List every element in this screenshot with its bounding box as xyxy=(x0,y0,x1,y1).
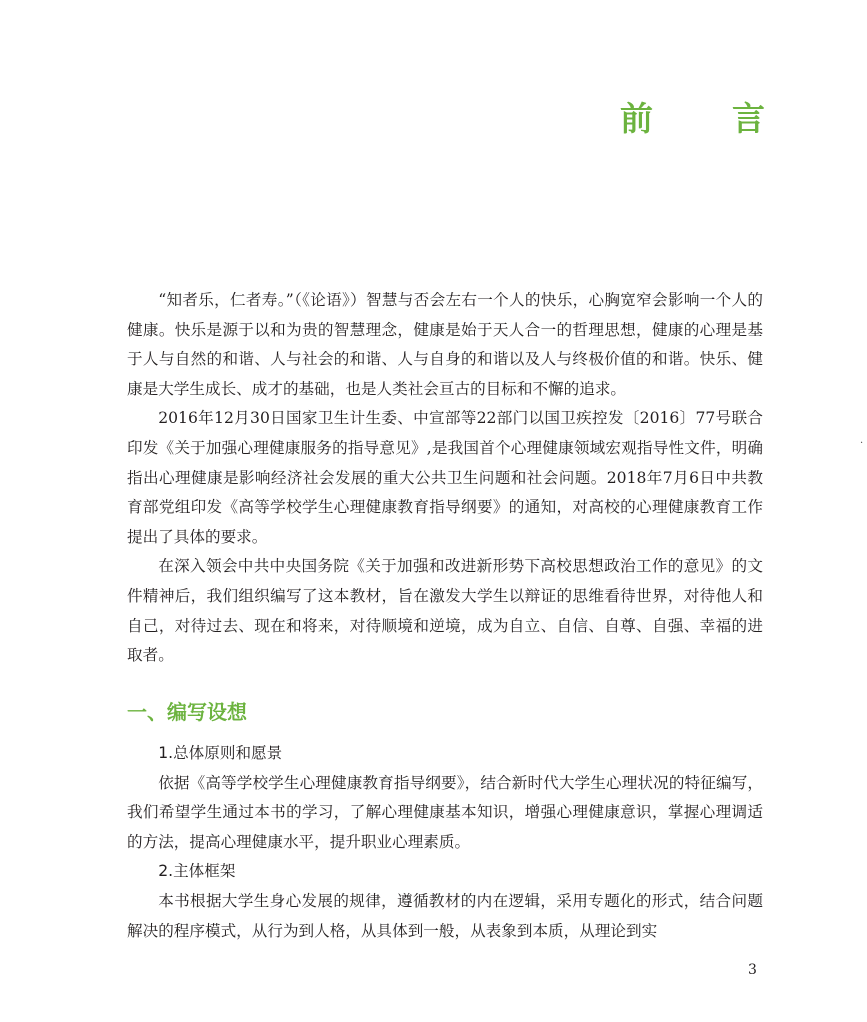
section-heading: 一、编写设想 xyxy=(127,700,247,724)
title-char-2: 言 xyxy=(732,98,765,138)
margin-mark: · xyxy=(860,438,864,449)
intro-paragraph-1: “知者乐，仁者寿。”（《论语》）智慧与否会左右一个人的快乐，心胸宽窄会影响一个人的健康。快乐是源于以和为贵的智慧理念，健康是始于天人合一的哲理思想，健康的心理是基于人与自然的和谐、人与社会的和谐、人与自身的和谐以及人与终极价值的和谐。快乐、健康是大学生成长、成才的基础，也是人类社会亘古的目标和不懈的追求。 xyxy=(127,291,763,398)
subheading-1: 1.总体原则和愿景 xyxy=(158,744,283,762)
section-paragraph-2: 本书根据大学生身心发展的规律，遵循教材的内在逻辑，采用专题化的形式，结合问题解决的程序模式，从行为到人格，从具体到一般，从表象到本质，从理论到实 xyxy=(127,891,763,940)
title-char-1: 前 xyxy=(620,98,653,138)
section-paragraph-1: 依据《高等学校学生心理健康教育指导纲要》，结合新时代大学生心理状况的特征编写，我们希望学生通过本书的学习，了解心理健康基本知识，增强心理健康意识，掌握心理调适的方法，提高心理健康水平，提升职业心理素质。 xyxy=(127,773,763,851)
intro-paragraph-2: 2016年12月30日国家卫生计生委、中宣部等22部门以国卫疾控发〔2016〕77号联合印发《关于加强心理健康服务的指导意见》,是我国首个心理健康领域宏观指导性文件，明确指出心理健康是影响经济社会发展的重大公共卫生问题和社会问题。2018年7月6日中共教育部党组印发《高等学校学生心理健康教育指导纲要》的通知，对高校的心理健康教育工作提出了具体的要求。 xyxy=(127,409,763,546)
section-body xyxy=(127,739,763,946)
intro-section xyxy=(127,286,763,671)
intro-paragraph-3: 在深入领会中共中央国务院《关于加强和改进新形势下高校思想政治工作的意见》的文件精神后，我们组织编写了这本教材，旨在激发大学生以辩证的思维看待世界，对待他人和自己，对待过去、现在和将来，对待顺境和逆境，成为自立、自信、自尊、自强、幸福的进取者。 xyxy=(127,557,763,665)
subheading-2: 2.主体框架 xyxy=(158,862,236,881)
page-number: 3 xyxy=(748,962,757,978)
page-title xyxy=(620,94,765,138)
